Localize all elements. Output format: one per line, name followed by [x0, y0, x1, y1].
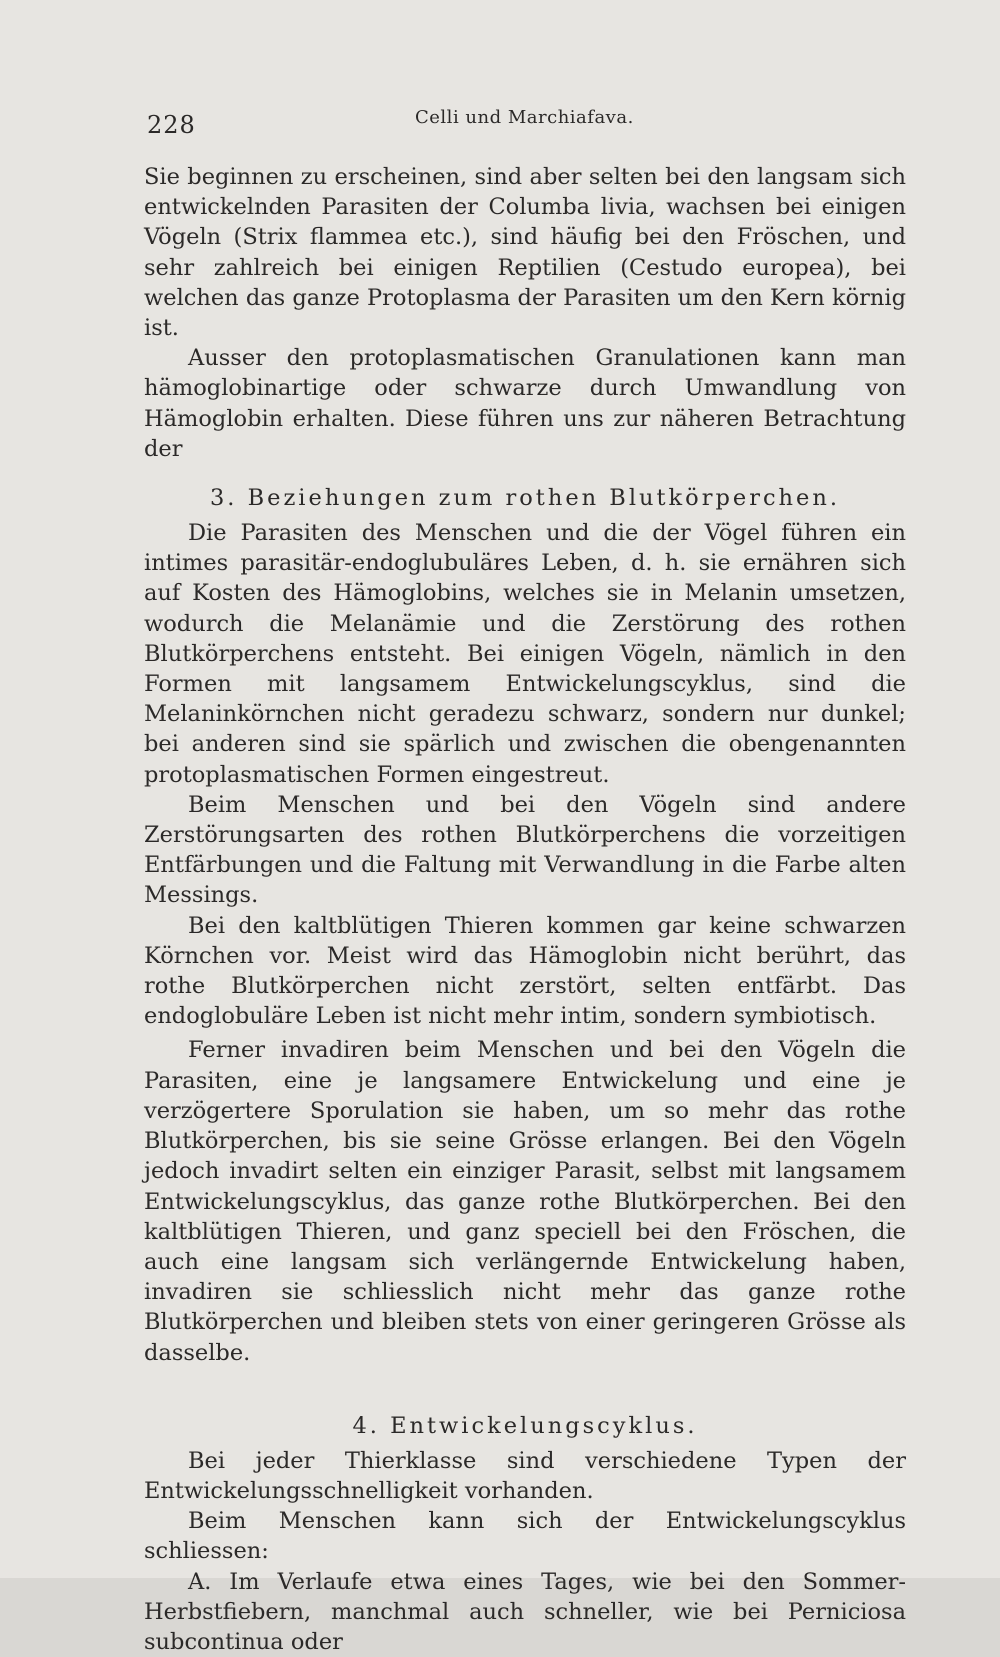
paragraph-9: A. Im Verlaufe etwa eines Tages, wie bei den Sommer-Herbstfiebern, manchmal auch schneller, wie bei Perniciosa subcontinua oder — [144, 1568, 906, 1655]
section-heading-4: 4. Entwickelungscyklus. — [352, 1412, 698, 1439]
paragraph-3: Die Parasiten des Menschen und die der Vögel führen ein intimes parasitär-endoglubuläres Leben, d. h. sie ernähren sich auf Kosten des Hämoglobins, welches sie in Melanin umsetzen, wodurch die Melanämie und die Zerstörung des rothen Blutkörperchens entsteht. Bei einigen Vögeln, nämlich in den Formen mit langsamem Entwickelungscyklus, sind die Melaninkörnchen nicht geradezu schwarz, sondern nur dunkel; bei anderen sind sie spärlich und zwischen die obengenannten protoplasmatischen Formen eingestreut. — [144, 520, 906, 788]
running-head: Celli und Marchiafava. — [415, 107, 634, 128]
paragraph-2: Ausser den protoplasmatischen Granulationen kann man hämoglobinartige oder schwarze durch Umwandlung von Hämoglobin erhalten. Diese führen uns zur näheren Betrachtung der — [144, 345, 906, 462]
page-number: 228 — [147, 111, 196, 139]
paragraph-5: Bei den kaltblütigen Thieren kommen gar keine schwarzen Körnchen vor. Meist wird das Hämoglobin nicht berührt, das rothe Blutkörperchen nicht zerstört, selten entfärbt. Das endoglobuläre Leben ist nicht mehr intim, sondern symbiotisch. — [144, 912, 906, 1030]
page-header — [147, 107, 907, 147]
paragraph-7: Bei jeder Thierklasse sind verschiedene Typen der Entwickelungsschnelligkeit vorhanden. — [144, 1447, 906, 1504]
paragraph-8: Beim Menschen kann sich der Entwickelungscyklus schliessen: — [144, 1508, 906, 1565]
paragraph-6: Ferner invadiren beim Menschen und bei den Vögeln die Parasiten, eine je langsamere Entwickelung und eine je verzögertere Sporulation sie haben, um so mehr das rothe Blutkörperchen, bis sie seine Grösse erlangen. Bei den Vögeln jedoch invadirt selten ein einziger Parasit, selbst mit langsamem Entwickelungscyklus, das ganze rothe Blutkörperchen. Bei den kaltblütigen Thieren, und ganz speciell bei den Fröschen, die auch eine langsam sich verlängernde Entwickelung haben, invadiren sie schliesslich nicht mehr das ganze rothe Blutkörperchen und bleiben stets von einer geringeren Grösse als dasselbe. — [144, 1037, 906, 1366]
paragraph-1: Sie beginnen zu erscheinen, sind aber selten bei den langsam sich entwickelnden Parasiten der Columba livia, wachsen bei einigen Vögeln (Strix flammea etc.), sind häufig bei den Fröschen, und sehr zahlreich bei einigen Reptilien (Cestudo europea), bei welchen das ganze Protoplasma der Parasiten um den Kern körnig ist. — [144, 164, 906, 342]
section-heading-3: 3. Beziehungen zum rothen Blutkörperchen. — [209, 485, 841, 512]
paragraph-4: Beim Menschen und bei den Vögeln sind andere Zerstörungsarten des rothen Blutkörperchens die vorzeitigen Entfärbungen und die Faltung mit Verwandlung in die Farbe alten Messings. — [144, 791, 906, 909]
page-body — [144, 162, 906, 1657]
